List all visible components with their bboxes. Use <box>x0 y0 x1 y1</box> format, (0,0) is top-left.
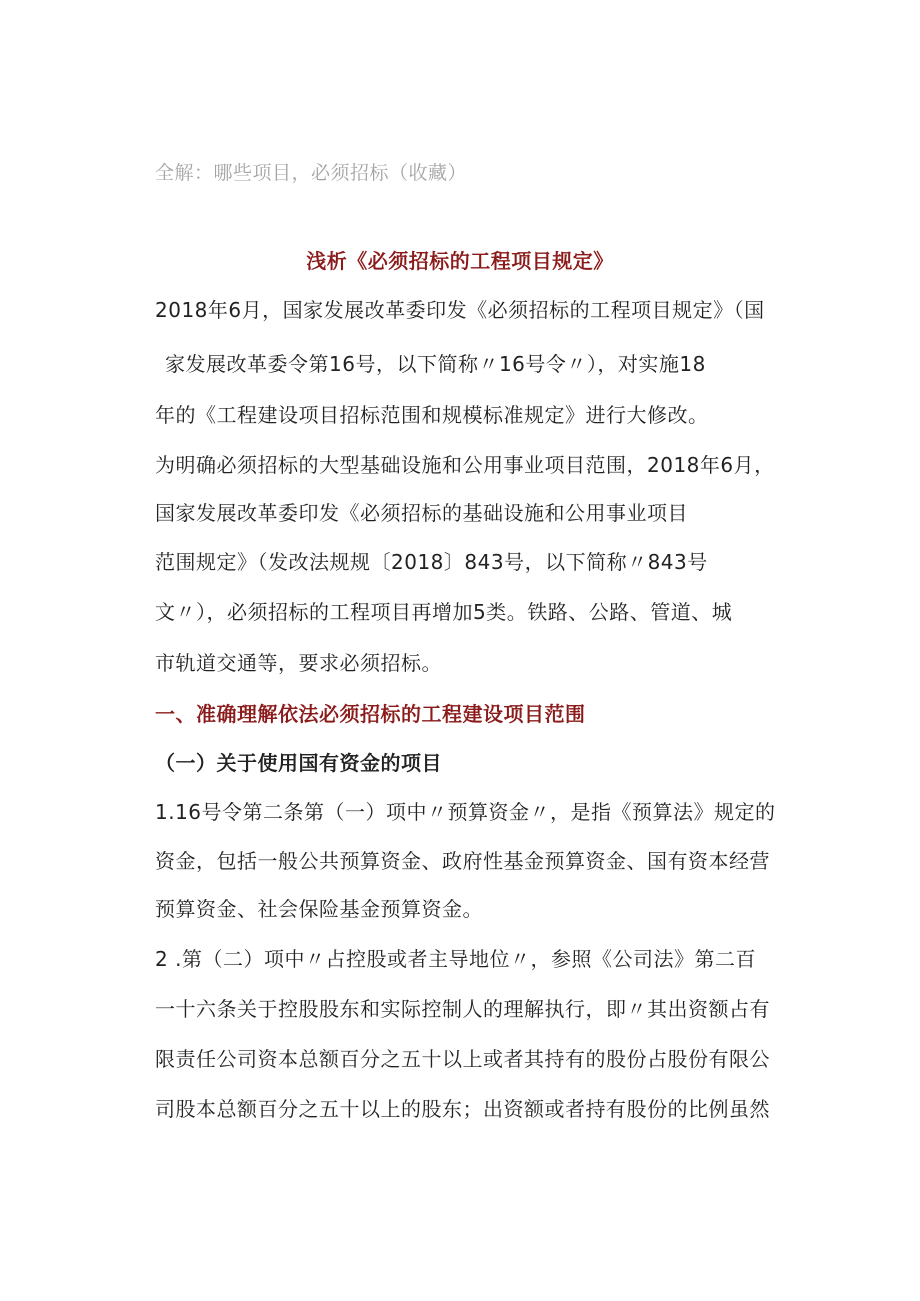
item-2-line-3: 限责任公司资本总额百分之五十以上或者其持有的股份占股份有限公 <box>155 1047 770 1071</box>
intro-paragraph-2-line-1: 为明确必须招标的大型基础设施和公用事业项目范围，2018年6月， <box>155 453 775 477</box>
item-1-line-2: 资金，包括一般公共预算资金、政府性基金预算资金、国有资本经营 <box>155 849 770 873</box>
item-2-line-4: 司股本总额百分之五十以上的股东；出资额或者持有股份的比例虽然 <box>155 1097 770 1121</box>
intro-paragraph-2-line-2: 国家发展改革委印发《必须招标的基础设施和公用事业项目 <box>155 501 688 525</box>
subsection-1-heading: （一）关于使用国有资金的项目 <box>155 751 442 775</box>
item-2-line-2: 一十六条关于控股股东和实际控制人的理解执行，即〃其出资额占有 <box>155 997 770 1021</box>
intro-paragraph-1-line-3: 年的《工程建设项目招标范围和规模标准规定》进行大修改。 <box>155 403 709 427</box>
intro-paragraph-2-line-3: 范围规定》（发改法规规〔2018〕843号，以下简称〃843号 <box>155 550 708 574</box>
document-title: 浅析《必须招标的工程项目规定》 <box>306 249 614 273</box>
intro-paragraph-2-line-4: 文〃），必须招标的工程项目再增加5类。铁路、公路、管道、城 <box>155 600 733 624</box>
item-1-line-3: 预算资金、社会保险基金预算资金。 <box>155 897 483 921</box>
subtitle: 全解：哪些项目，必须招标（收藏） <box>155 162 468 184</box>
intro-paragraph-1-line-1: 2018年6月，国家发展改革委印发《必须招标的工程项目规定》（国 <box>155 298 765 322</box>
item-1-line-1: 1.16号令第二条第（一）项中〃预算资金〃，是指《预算法》规定的 <box>155 800 776 824</box>
section-1-heading: 一、准确理解依法必须招标的工程建设项目范围 <box>155 702 586 726</box>
intro-paragraph-1-line-2: 家发展改革委令第16号，以下简称〃16号令〃），对实施18 <box>165 352 706 376</box>
item-2-line-1: 2 .第（二）项中〃占控股或者主导地位〃，参照《公司法》第二百 <box>155 947 756 971</box>
intro-paragraph-2-line-5: 市轨道交通等，要求必须招标。 <box>155 651 442 675</box>
